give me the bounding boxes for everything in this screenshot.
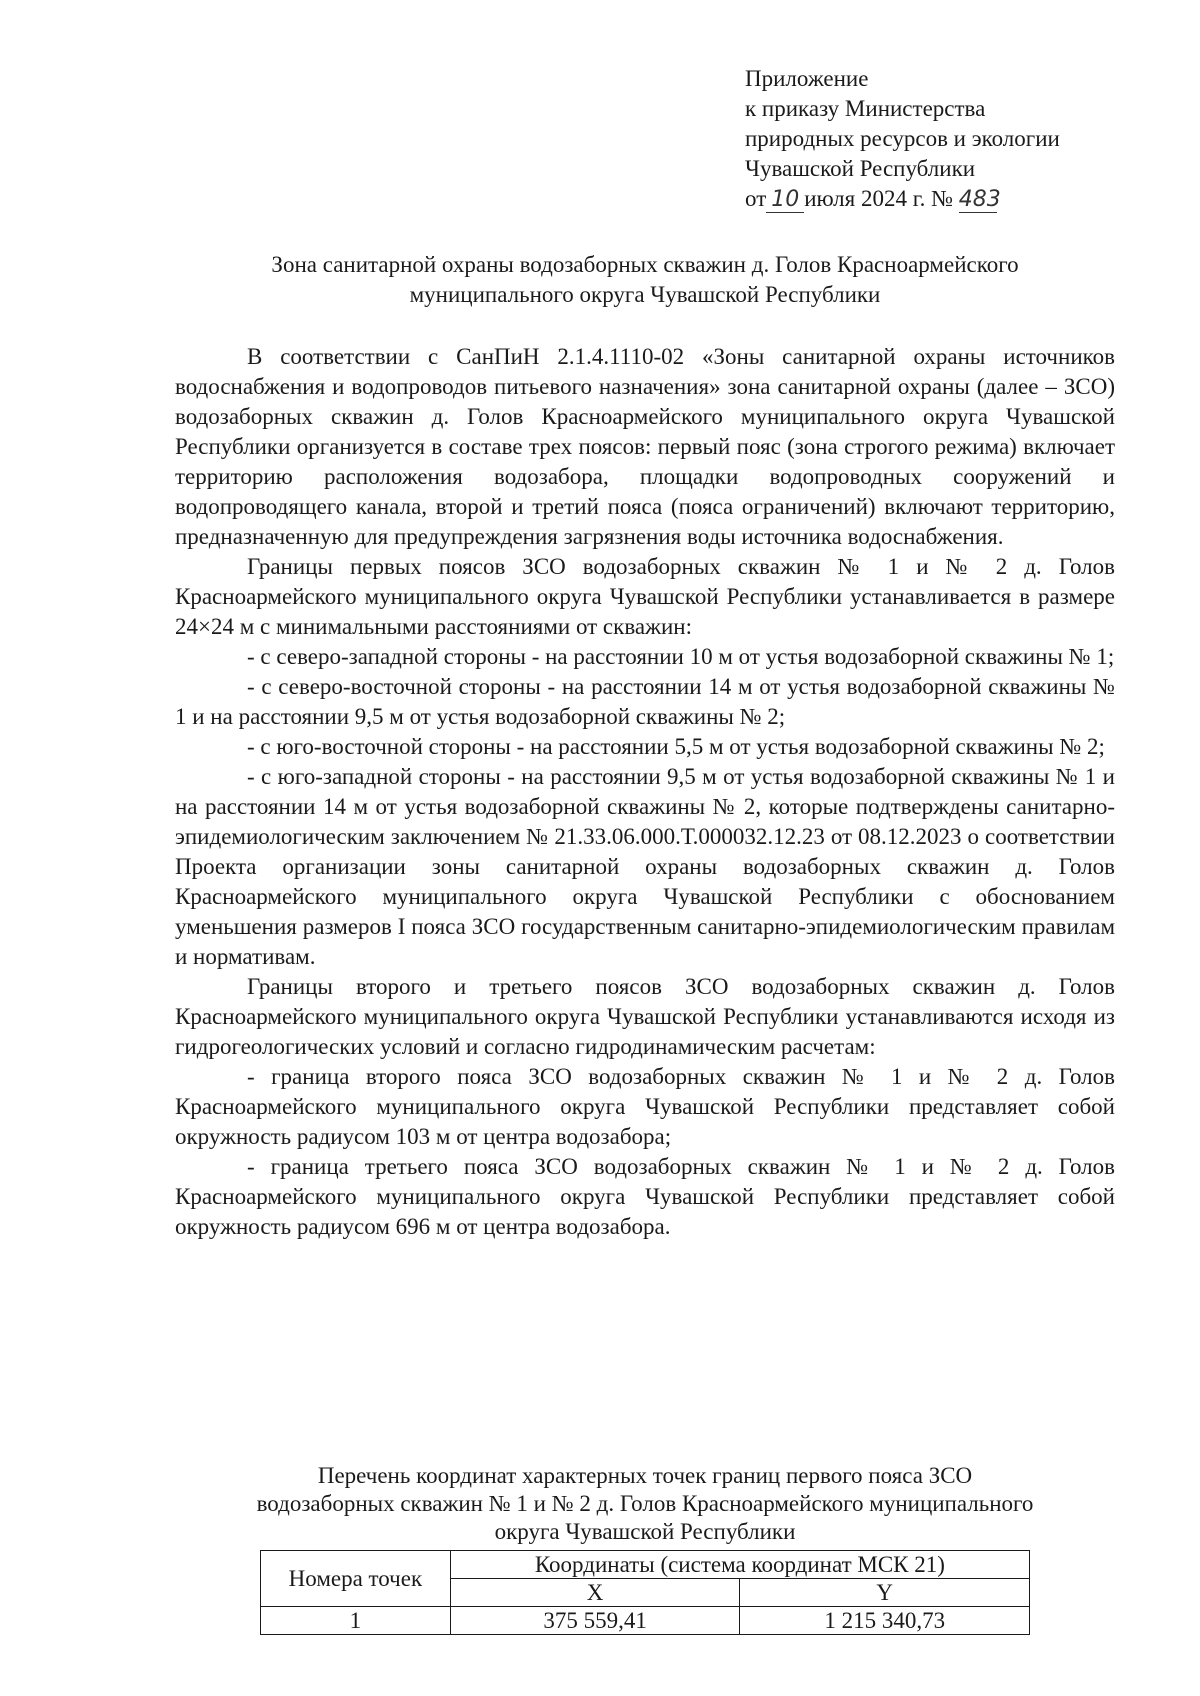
document-title: [175, 250, 1115, 310]
cell-point: 1: [261, 1607, 451, 1635]
caption-line-3: округа Чувашской Республики: [494, 1519, 796, 1544]
header-x: X: [450, 1579, 740, 1607]
coordinates-table: [260, 1550, 1030, 1635]
annex-line-4: Чувашской Республики: [745, 156, 976, 181]
paragraph: - граница второго пояса ЗСО водозаборных скважин № 1 и № 2 д. Голов Красноармейского муниципального округа Чувашской Республики представляет собой окружность радиусом 103 м от центра водозабора;: [175, 1064, 1115, 1149]
paragraph: Границы второго и третьего поясов ЗСО водозаборных скважин д. Голов Красноармейского муниципального округа Чувашской Республики устанавливаются исходя из гидрогеологических условий и согласно гидродинамическим расчетам:: [175, 974, 1115, 1059]
table-row: [261, 1607, 1030, 1635]
header-point-numbers: Номера точек: [261, 1551, 451, 1607]
paragraph: В соответствии с СанПиН 2.1.4.1110-02 «Зоны санитарной охраны источников водоснабжения и водопроводов питьевого назначения» зона санитарной охраны (далее – ЗСО) водозаборных скважин д. Голов Красноармейского муниципального округа Чувашской Республики организуется в составе трех поясов: первый пояс (зона строгого режима) включает территорию расположения водозабора, площадки водопроводных сооружений и водопроводящего канала, второй и третий пояса (пояса ограничений) включают территорию, предназначенную для предупреждения загрязнения воды источника водоснабжения.: [175, 344, 1115, 549]
date-rest: июля 2024 г. №: [804, 186, 954, 211]
paragraph: - с северо-западной стороны - на расстоянии 10 м от устья водозаборной скважины № 1;: [247, 644, 1115, 669]
paragraph: - с юго-восточной стороны - на расстоянии 5,5 м от устья водозаборной скважины № 2;: [247, 734, 1105, 759]
handwritten-order-number: 483: [958, 187, 1001, 212]
header-y: Y: [740, 1579, 1030, 1607]
annex-line-1: Приложение: [745, 66, 869, 91]
paragraph: Границы первых поясов ЗСО водозаборных скважин № 1 и № 2 д. Голов Красноармейского муниципального округа Чувашской Республики устанавливается в размере 24×24 м с минимальными расстояниями от скважин:: [175, 554, 1115, 639]
annex-line-2: к приказу Министерства: [745, 96, 986, 121]
title-line-2: муниципального округа Чувашской Республики: [409, 282, 881, 307]
table-caption: [175, 1462, 1115, 1546]
document-body: [175, 342, 1115, 1242]
annex-line-3: природных ресурсов и экологии: [745, 126, 1060, 151]
table-header-row: [261, 1551, 1030, 1579]
caption-line-1: Перечень координат характерных точек границ первого пояса ЗСО: [317, 1463, 973, 1488]
annex-header: [745, 64, 1060, 214]
header-coordinates: Координаты (система координат МСК 21): [450, 1551, 1029, 1579]
date-prefix: от: [745, 186, 767, 211]
annex-date-line: [745, 184, 1060, 214]
cell-x: 375 559,41: [450, 1607, 740, 1635]
paragraph: - с юго-западной стороны - на расстоянии 9,5 м от устья водозаборной скважины № 1 и на расстоянии 14 м от устья водозаборной скважины № 2, которые подтверждены санитарно-эпидемиологическим заключением № 21.33.06.000.Т.000032.12.23 от 08.12.2023 о соответствии Проекта организации зоны санитарной охраны водозаборных скважин д. Голов Красноармейского муниципального округа Чувашской Республики с обоснованием уменьшения размеров I пояса ЗСО государственным санитарно-эпидемиологическим правилам и нормативам.: [175, 764, 1115, 969]
handwritten-date-day: 10: [766, 188, 804, 213]
paragraph: - граница третьего пояса ЗСО водозаборных скважин № 1 и № 2 д. Голов Красноармейского муниципального округа Чувашской Республики представляет собой окружность радиусом 696 м от центра водозабора.: [175, 1154, 1115, 1239]
caption-line-2: водозаборных скважин № 1 и № 2 д. Голов Красноармейского муниципального: [256, 1491, 1034, 1516]
title-line-1: Зона санитарной охраны водозаборных скважин д. Голов Красноармейского: [271, 252, 1019, 277]
cell-y: 1 215 340,73: [740, 1607, 1030, 1635]
paragraph: - с северо-восточной стороны - на расстоянии 14 м от устья водозаборной скважины № 1 и на расстоянии 9,5 м от устья водозаборной скважины № 2;: [175, 674, 1115, 729]
